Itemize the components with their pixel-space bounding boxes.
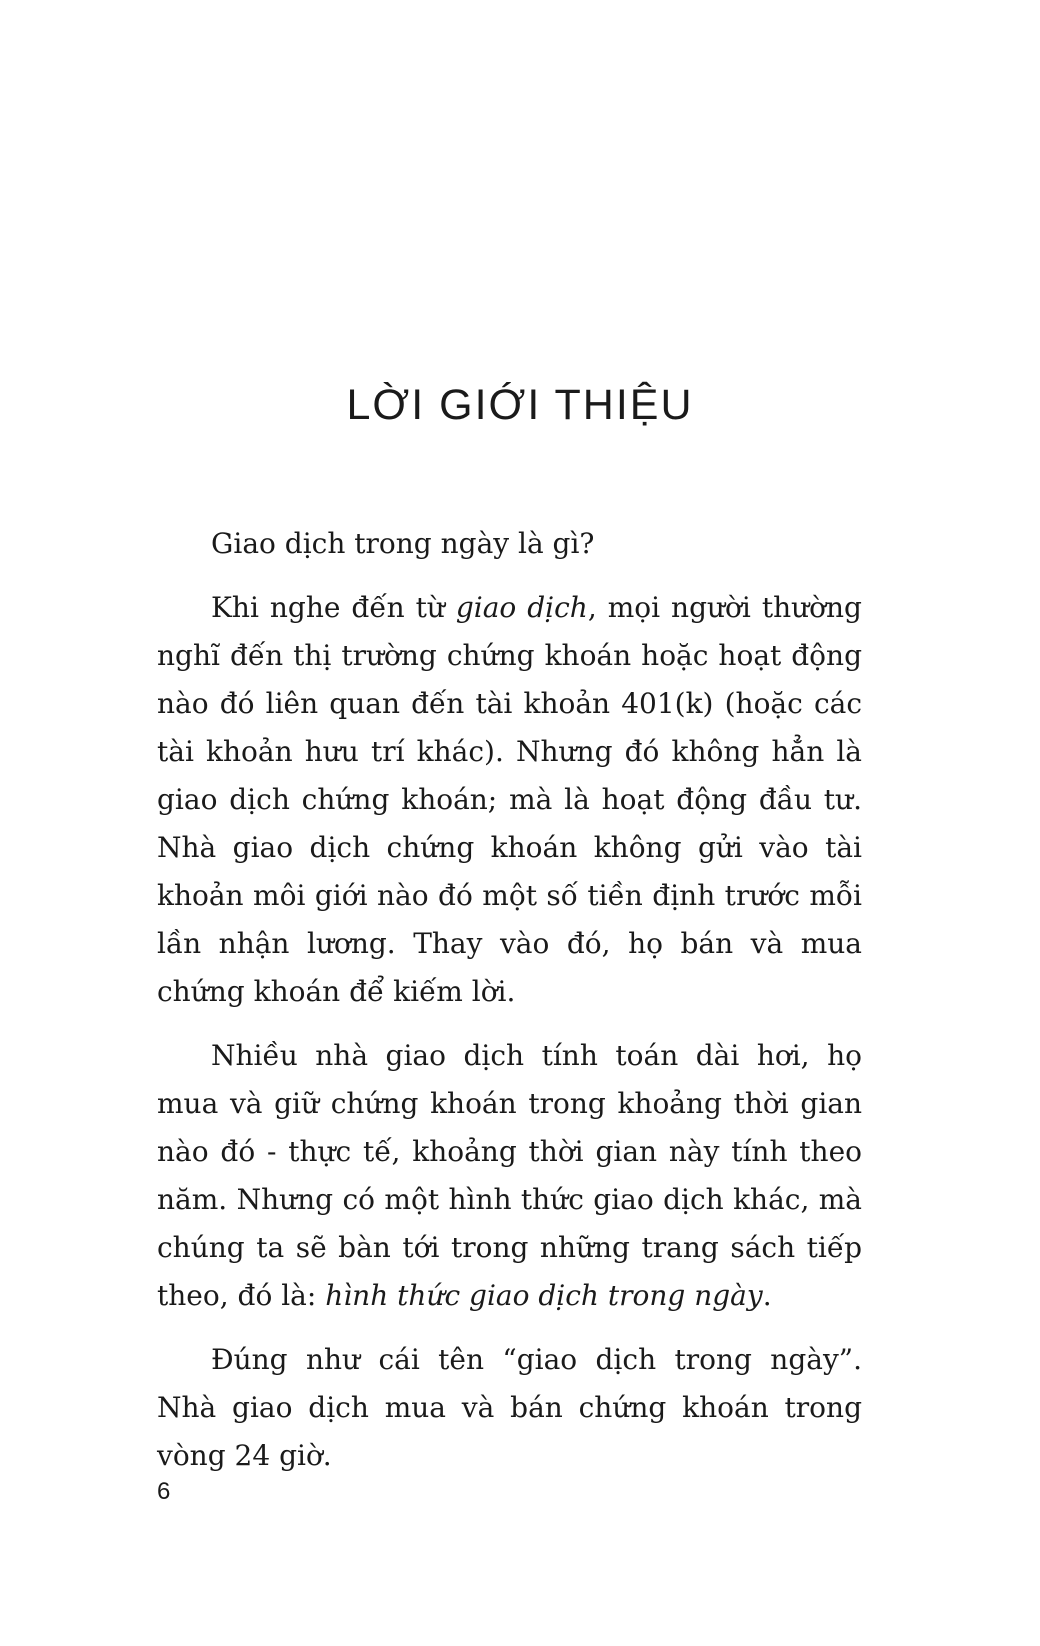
paragraph-question: Giao dịch trong ngày là gì? — [211, 527, 595, 560]
paragraph-text: . — [762, 1279, 772, 1312]
italic-term: giao dịch — [455, 591, 588, 624]
paragraph-text: Khi nghe đến từ — [211, 591, 456, 624]
paragraph-day-trading: Đúng như cái tên “giao dịch trong ngày”. Nhà giao dịch mua và bán chứng khoán trong vòng 24 giờ. — [157, 1343, 862, 1472]
paragraph-text: , mọi người thường nghĩ đến thị trường chứng khoán hoặc hoạt động nào đó liên quan đến tài khoản 401(k) (hoặc các tài khoản hưu trí khác). Nhưng đó không hẳn là giao dịch chứng khoán; mà là hoạt động đầu tư. Nhà giao dịch chứng khoán không gửi vào tài khoản môi giới nào đó một số tiền định trước mỗi lần nhận lương. Thay vào đó, họ bán và mua chứng khoán để kiếm lời. — [157, 591, 862, 1008]
paragraph-text: Nhiều nhà giao dịch tính toán dài hơi, họ mua và giữ chứng khoán trong khoảng thời gian nào đó - thực tế, khoảng thời gian này tính theo năm. Nhưng có một hình thức giao dịch khác, mà chúng ta sẽ bàn tới trong những trang sách tiếp theo, đó là: — [157, 1039, 862, 1312]
paragraph-long-term-traders — [157, 1032, 862, 1320]
page-number: 6 — [157, 1478, 171, 1505]
chapter-body — [157, 520, 862, 1480]
italic-term: hình thức giao dịch trong ngày — [325, 1279, 763, 1312]
paragraph-trading-definition — [157, 584, 862, 1016]
chapter-title: LỜI GIỚI THIỆU — [346, 381, 694, 429]
